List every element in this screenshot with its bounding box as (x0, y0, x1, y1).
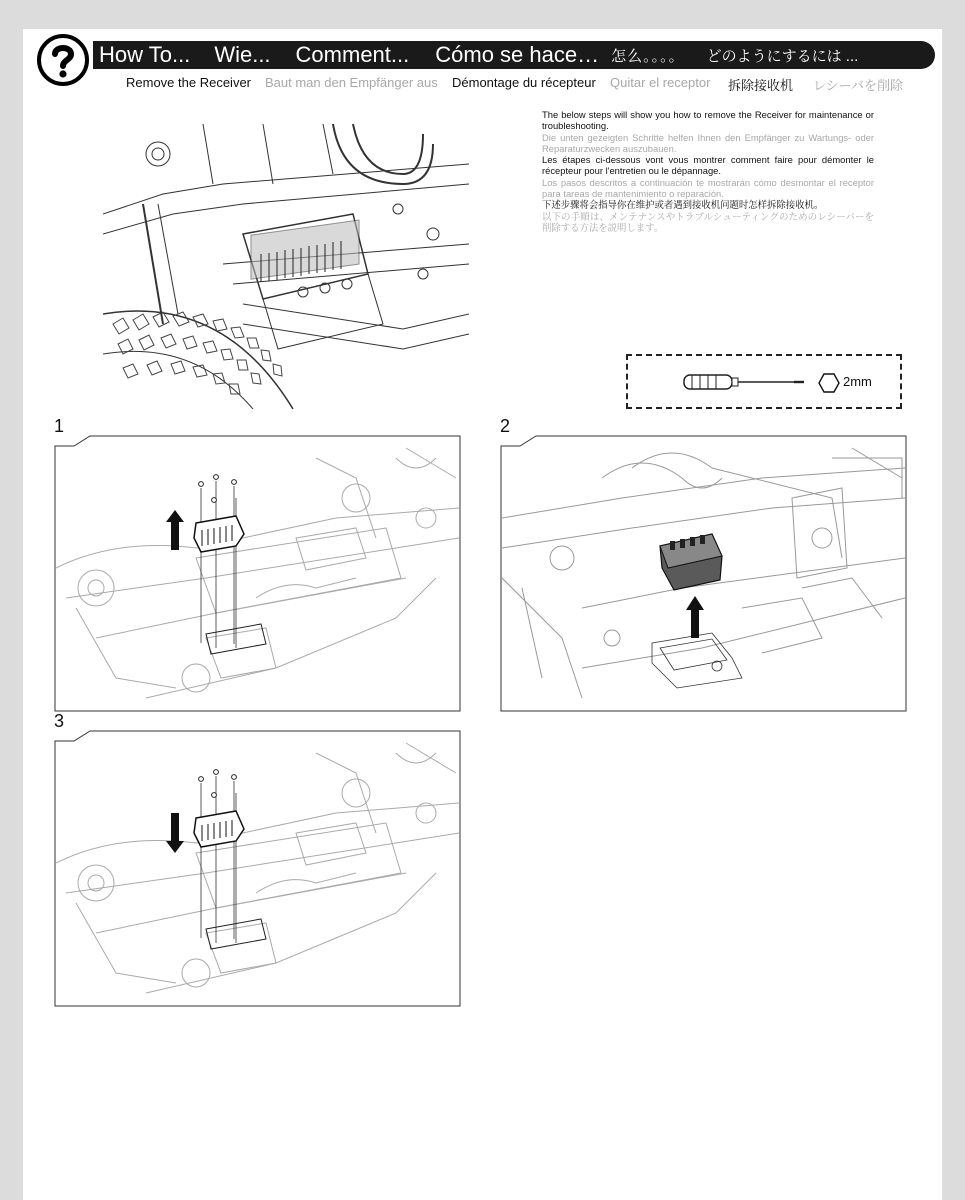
manual-page (23, 29, 942, 1200)
subtitle-ja: レシーバを削除 (813, 78, 904, 93)
title-zh: 怎么。。。。 (611, 47, 685, 65)
hex-screwdriver-icon (682, 371, 808, 393)
arrow-up-icon (686, 596, 704, 638)
subtitle-zh: 拆除接收机 (728, 78, 794, 93)
title-fr: Comment... (295, 42, 410, 67)
intro-de: Die unten gezeigten Schritte helfen Ihnen den Empfänger zu Wartungs- oder Reparaturzwecken auszubauen. (542, 131, 874, 154)
subtitle-es: Quitar el receptor (610, 75, 711, 90)
step-number: 2 (500, 416, 511, 436)
intro-en: The below steps will show you how to remove the Receiver for maintenance or troubleshooting. (542, 109, 874, 132)
arrow-up-icon (166, 510, 184, 550)
step-2-panel (500, 416, 907, 712)
subtitle-row (126, 75, 936, 93)
step-1-panel (54, 416, 461, 712)
subtitle-fr: Démontage du récepteur (452, 75, 596, 90)
title-de: Wie... (214, 42, 271, 67)
receiver-closeup-illustration (103, 124, 469, 409)
title-en: How To... (99, 42, 191, 67)
step-2-illustration (502, 438, 905, 710)
hexagon-icon (818, 373, 840, 393)
step-3-illustration (56, 733, 459, 1005)
step-3-panel (54, 711, 461, 1007)
intro-fr: Les étapes ci-dessous vont vous montrer comment faire pour démonter le récepteur pour l'entretien ou le dépannage. (542, 154, 874, 177)
subtitle-de: Baut man den Empfänger aus (265, 75, 438, 90)
step-number: 1 (54, 416, 65, 436)
tool-requirement-box (626, 354, 902, 409)
arrow-down-icon (166, 813, 184, 853)
intro-text (542, 109, 874, 233)
title-es: Cómo se hace… (435, 42, 600, 67)
intro-ja: 以下の手順は、メンテナンスやトラブルシューティングのためのレシーバーを削除する方法を説明します。 (542, 210, 874, 233)
intro-zh: 下述步骤将会指导你在维护或者遇到接收机问题时怎样拆除接收机。 (542, 199, 824, 211)
tool-size: 2mm (843, 374, 872, 389)
question-mark-icon (37, 34, 89, 86)
step-1-illustration (56, 438, 459, 710)
subtitle-en: Remove the Receiver (126, 75, 251, 90)
header-bar (93, 41, 935, 69)
step-number: 3 (54, 711, 65, 731)
intro-es: Los pasos descritos a continuación te mostrarán cómo desmontar el receptor para tareas de mantenimiento o reparación. (542, 176, 874, 200)
title-ja: どのようにするには ... (706, 47, 859, 65)
